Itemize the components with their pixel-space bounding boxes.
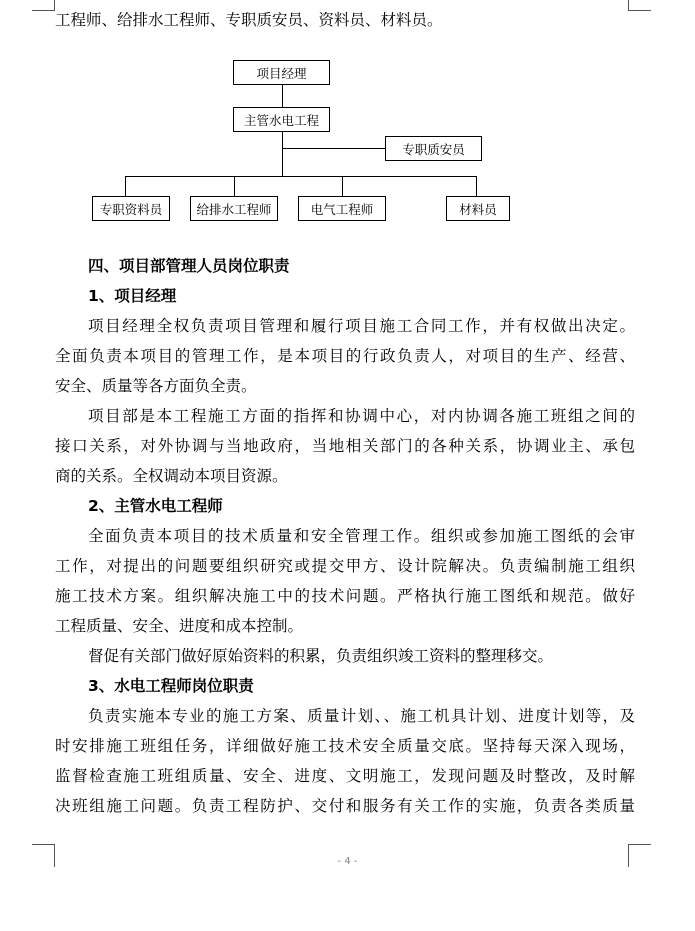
paragraph-line: 接口关系，对外协调与当地政府，当地相关部门的各种关系，协调业主、承包	[55, 437, 635, 455]
org-box-project-manager: 项目经理	[233, 60, 330, 85]
org-box-documentation: 专职资料员	[92, 196, 170, 221]
subsection-heading: 1、项目经理	[88, 287, 177, 305]
org-box-materials: 材料员	[446, 196, 510, 221]
org-connector	[282, 148, 385, 149]
paragraph-line: 商的关系。全权调动本项目资源。	[55, 467, 288, 485]
org-connector	[234, 176, 235, 196]
paragraph-line: 督促有关部门做好原始资料的积累，负责组织竣工资料的整理移交。	[88, 647, 554, 665]
top-line: 工程师、给排水工程师、专职质安员、资料员、材料员。	[55, 11, 443, 29]
paragraph-line: 安全、质量等各方面负全责。	[55, 377, 257, 395]
org-box-plumbing-engineer: 给排水工程师	[190, 196, 278, 221]
org-connector	[282, 85, 283, 107]
org-connector	[342, 176, 343, 196]
paragraph-line: 时安排施工班组任务，详细做好施工技术安全质量交底。坚持每天深入现场，	[55, 737, 635, 755]
paragraph-line: 决班组施工问题。负责工程防护、交付和服务有关工作的实施，负责各类质量	[55, 797, 635, 815]
org-connector	[282, 132, 283, 176]
paragraph-line: 工程质量、安全、进度和成本控制。	[55, 617, 304, 635]
paragraph-line: 工作，对提出的问题要组织研究或提交甲方、设计院解决。负责编制施工组织	[55, 557, 635, 575]
org-connector	[125, 176, 126, 196]
paragraph-line: 全面负责本项目的技术质量和安全管理工作。组织或参加施工图纸的会审	[88, 527, 635, 545]
subsection-heading: 3、水电工程师岗位职责	[88, 677, 254, 695]
paragraph-line: 施工技术方案。组织解决施工中的技术问题。严格执行施工图纸和规范。做好	[55, 587, 635, 605]
paragraph-line: 负责实施本专业的施工方案、质量计划、、施工机具计划、进度计划等，及	[88, 707, 635, 725]
org-box-chief-engineer: 主管水电工程	[233, 107, 330, 132]
section-heading: 四、项目部管理人员岗位职责	[88, 257, 290, 275]
crop-mark-top-left	[32, 0, 55, 11]
org-connector	[476, 176, 477, 196]
paragraph-line: 监督检查施工班组质量、安全、进度、文明施工，发现问题及时整改，及时解	[55, 767, 635, 785]
org-connector	[125, 176, 477, 177]
paragraph-line: 项目部是本工程施工方面的指挥和协调中心，对内协调各施工班组之间的	[88, 407, 635, 425]
paragraph-line: 全面负责本项目的管理工作，是本项目的行政负责人，对项目的生产、经营、	[55, 347, 635, 365]
paragraph-line: 项目经理全权负责项目管理和履行项目施工合同工作，并有权做出决定。	[88, 317, 635, 335]
org-box-electrical-engineer: 电气工程师	[298, 196, 386, 221]
org-box-safety-officer: 专职质安员	[385, 136, 482, 161]
subsection-heading: 2、主管水电工程师	[88, 497, 223, 515]
page-number: - 4 -	[337, 856, 358, 867]
